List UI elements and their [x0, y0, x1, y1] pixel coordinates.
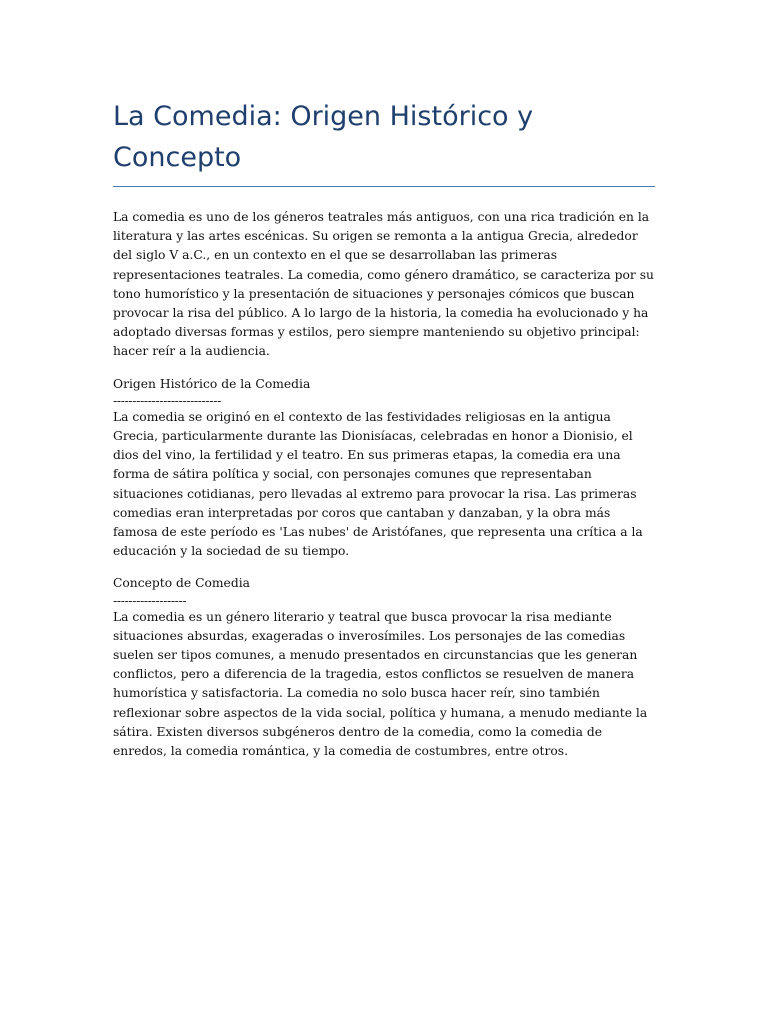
section-body-origen: La comedia se originó en el contexto de las festividades religiosas en la antigua Grecia, particularmente durante las Dionisíacas, celebradas en honor a Dionisio, el dios del vino, la fertilidad y el teatro. En sus primeras etapas, la comedia era una forma de sátira política y social, con personajes comunes que representaban situaciones cotidianas, pero llevadas al extremo para provocar la risa. Las primeras comedias eran interpretadas por coros que cantaban y danzaban, y la obra más famosa de este período es 'Las nubes' de Aristófanes, que representa una crítica a la educación y la sociedad de su tiempo.: [113, 409, 643, 559]
section-heading-origen: Origen Histórico de la Comedia: [113, 376, 311, 391]
section-rule-origen: ----------------------------: [113, 393, 221, 408]
section-body-concepto: La comedia es un género literario y teatral que busca provocar la risa mediante situaciones absurdas, exageradas o inverosímiles. Los personajes de las comedias suelen ser tipos comunes, a menudo presentados en circunstancias que les generan conflictos, pero a diferencia de la tragedia, estos conflictos se resuelven de manera humorística y satisfactoria. La comedia no solo busca hacer reír, sino también reflexionar sobre aspectos de la vida social, política y humana, a menudo mediante la sátira. Existen diversos subgéneros dentro de la comedia, como la comedia de enredos, la comedia romántica, y la comedia de costumbres, entre otros.: [113, 609, 648, 759]
section-heading-concepto: Concepto de Comedia: [113, 576, 250, 591]
section-rule-concepto: -------------------: [113, 593, 187, 608]
section-origen: [113, 375, 655, 562]
document-title: La Comedia: Origen Histórico y Concepto: [113, 96, 655, 187]
document-page: [113, 96, 655, 761]
section-concepto: [113, 574, 655, 761]
intro-paragraph: La comedia es uno de los géneros teatrales más antiguos, con una rica tradición en la literatura y las artes escénicas. Su origen se remonta a la antigua Grecia, alrededor del siglo V a.C., en un contexto en el que se desarrollaban las primeras representaciones teatrales. La comedia, como género dramático, se caracteriza por su tono humorístico y la presentación de situaciones y personajes cómicos que buscan provocar la risa del público. A lo largo de la historia, la comedia ha evolucionado y ha adoptado diversas formas y estilos, pero siempre manteniendo su objetivo principal: hacer reír a la audiencia.: [113, 210, 654, 359]
